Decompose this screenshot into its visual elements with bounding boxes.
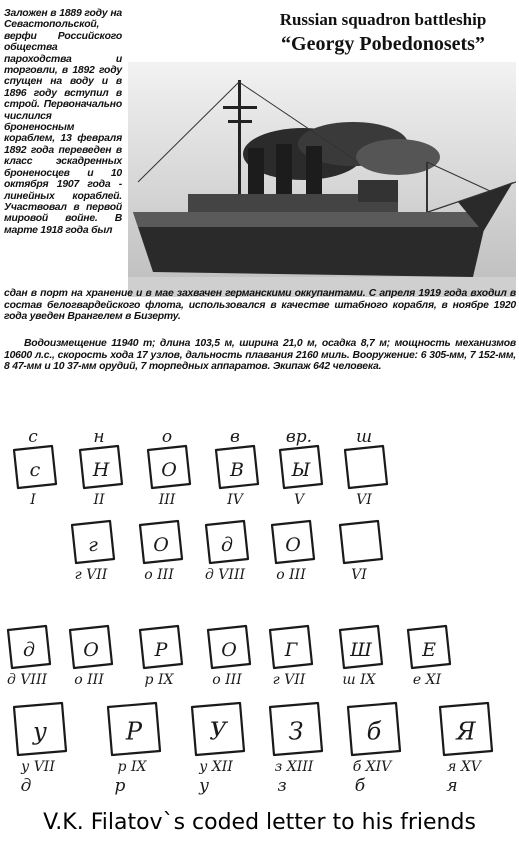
cipher-box-letter: г [88,533,98,556]
cipher-box-letter: у [33,717,47,746]
cipher-below-label: IV [227,492,243,508]
cipher-below-label: о III [212,672,242,688]
caption: V.K. Filatov`s coded letter to his friends [43,810,476,835]
cipher-extra-letter: б [354,776,366,796]
cipher-above-letter: в [230,427,240,447]
cipher-below-label: р IX [144,672,174,688]
cipher-above-letter: ш [355,427,373,447]
cipher-above-letter: вр. [285,427,313,447]
cipher-below-label: р IX [117,759,147,775]
article-text-continued: сдан в порт на хранение и в мае захвачен германскими оккупантами. С апреля 1919 года входил в состав белогвардейского флота, использовался в качестве штабного корабля, в ноябре 1920 года уведен Врангелем в Бизерту. [4,288,516,323]
cipher-sketch [0,405,519,800]
cipher-box-letter: д [220,533,234,556]
cipher-box-letter: О [153,533,169,556]
cipher-box-letter: Ы [291,458,311,481]
cipher-box-letter: Ш [350,638,372,661]
cipher-box-letter: д [22,638,36,661]
cipher-box [340,521,382,563]
article-title-line1: Russian squadron battleship [279,10,487,29]
cipher-below-label: I [30,492,36,508]
cipher-below-label: о III [276,567,306,583]
cipher-extra-letter: з [277,776,287,796]
article-title-line2: “Georgy Pobedonosets” [281,33,485,55]
cipher-below-label: д VIII [6,672,48,688]
cipher-below-label: у XII [199,759,233,775]
cipher-drawing [0,405,519,800]
cipher-box-letter: Е [422,638,436,661]
cipher-below-label: б XIV [352,759,392,775]
cipher-box-letter: О [221,638,237,661]
cipher-box-letter: Г [284,638,298,661]
cipher-below-label: V [293,492,305,508]
cipher-box-letter: О [161,458,177,481]
battleship-photo [128,62,516,297]
cipher-below-label: III [158,492,176,508]
cipher-box-letter: З [288,717,304,746]
cipher-below-label: я XV [447,759,481,775]
cipher-extra-letter: у [199,776,209,796]
article-specifications: Водоизмещение 11940 т; длина 103,5 м, ширина 21,0 м, осадка 8,7 м; мощность механизмов 10600 л.с., скорость хода 17 узлов, дальность плавания 2160 миль. Вооружение: 6 305-мм, 7 152-мм, 8 47-мм и 10 37-мм орудий, 7 торпедных аппаратов. Экипаж 642 человека. [4,338,516,373]
cipher-below-label: VI [356,492,372,508]
cipher-below-label: у VII [21,759,55,775]
cipher-box-letter: Р [154,638,168,661]
cipher-box-letter: Р [125,717,143,746]
newspaper-clipping [0,0,519,395]
cipher-below-label: о III [74,672,104,688]
article-text-column: Заложен в 1889 году на Севастопольской, верфи Российского общества пароходства и торговли, в 1892 году спущен на воду и в 1896 году вступил в строй. Первоначально числился броненосным кораблем, 13 февраля 1892 года переведен в класс эскадренных броненосцев и 10 октября 1907 года - линейных кораблей. Участвовал в первой мировой войне. В марте 1918 года был [4,8,122,236]
cipher-below-label: з XIII [274,759,314,775]
cipher-box [345,446,387,488]
cipher-below-label: ш IX [342,672,376,688]
cipher-box-letter: О [285,533,301,556]
cipher-below-label: VI [351,567,367,583]
cipher-below-label: е XI [412,672,442,688]
cipher-box-letter: с [29,458,41,481]
cipher-extra-letter: р [114,776,126,796]
cipher-above-letter: о [161,427,173,447]
cipher-below-label: о III [144,567,174,583]
cipher-box-letter: В [230,458,244,481]
cipher-below-label: д VIII [204,567,246,583]
cipher-extra-letter: я [446,776,458,796]
cipher-box-letter: Я [456,717,476,746]
cipher-box-letter: О [83,638,99,661]
cipher-box-letter: Н [92,458,110,481]
cipher-extra-letter: д [20,776,32,796]
cipher-box-letter: У [209,717,227,746]
cipher-below-label: г VII [272,672,306,688]
cipher-below-label: г VII [74,567,108,583]
cipher-above-letter: с [28,427,38,447]
cipher-below-label: II [93,492,105,508]
cipher-above-letter: н [93,427,105,447]
cipher-box-letter: б [366,717,382,746]
